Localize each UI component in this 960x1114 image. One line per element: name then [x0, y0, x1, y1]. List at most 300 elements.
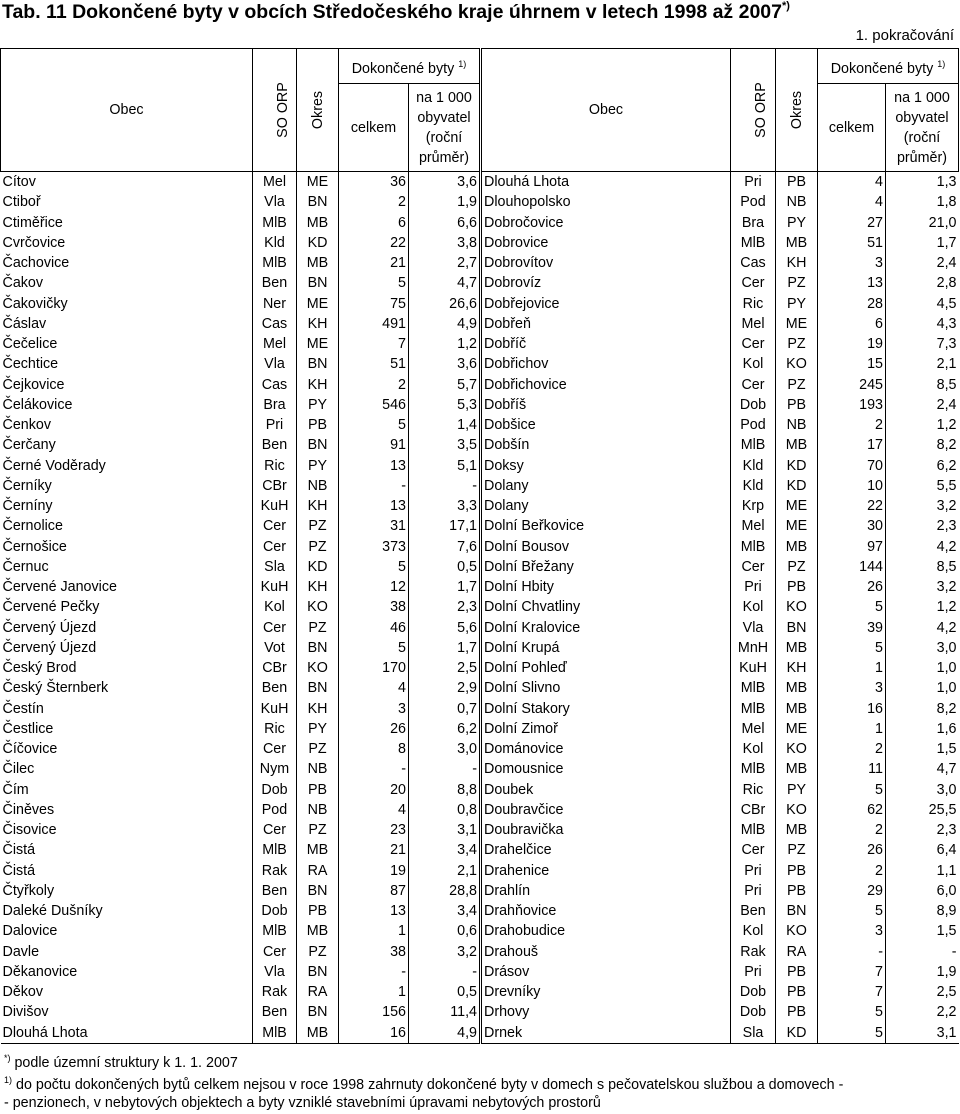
- cell-okres-left: MB: [297, 253, 339, 273]
- cell-okres-left: PY: [297, 719, 339, 739]
- cell-so-orp-left: Pri: [253, 415, 297, 435]
- cell-so-orp-right: Mel: [731, 516, 776, 536]
- cell-okres-right: MB: [776, 699, 818, 719]
- cell-per-1000-right: -: [886, 942, 959, 962]
- cell-celkem-left: 36: [339, 172, 409, 193]
- cell-celkem-left: 2: [339, 192, 409, 212]
- cell-obec-left: Čakov: [2, 275, 44, 292]
- cell-so-orp-left: CBr: [253, 658, 297, 678]
- cell-celkem-left: 4: [339, 800, 409, 820]
- cell-okres-right: ME: [776, 516, 818, 536]
- cell-obec-left: Český Brod: [2, 660, 77, 677]
- cell-obec-right: Dolní Chvatliny: [481, 597, 731, 617]
- cell-so-orp-right: Mel: [731, 314, 776, 334]
- cell-okres-right: PZ: [776, 840, 818, 860]
- cell-per-1000-right: 6,0: [886, 881, 959, 901]
- cell-per-1000-right: 3,2: [886, 496, 959, 516]
- cell-per-1000-left: 3,5: [409, 435, 481, 455]
- cell-per-1000-right: 8,5: [886, 557, 959, 577]
- cell-okres-right: PY: [776, 294, 818, 314]
- cell-per-1000-left: 2,3: [409, 597, 481, 617]
- cell-okres-left: PZ: [297, 516, 339, 536]
- cell-per-1000-left: 2,5: [409, 658, 481, 678]
- cell-so-orp-left: Dob: [253, 780, 297, 800]
- cell-obec-right: Doubravička: [481, 820, 731, 840]
- cell-celkem-right: 5: [818, 638, 886, 658]
- cell-okres-right: RA: [776, 942, 818, 962]
- table-row: [1, 516, 959, 536]
- cell-okres-right: PZ: [776, 557, 818, 577]
- cell-per-1000-left: 6,6: [409, 213, 481, 233]
- cell-celkem-right: 1: [818, 719, 886, 739]
- cell-obec-left: Černošice: [2, 538, 67, 555]
- cell-okres-right: PZ: [776, 375, 818, 395]
- cell-so-orp-left: Dob: [253, 901, 297, 921]
- table-row: [1, 334, 959, 354]
- cell-so-orp-right: Pri: [731, 577, 776, 597]
- cell-so-orp-left: MlB: [253, 921, 297, 941]
- cell-celkem-left: 22: [339, 233, 409, 253]
- cell-so-orp-left: KuH: [253, 699, 297, 719]
- cell-per-1000-left: 1,7: [409, 638, 481, 658]
- cell-so-orp-right: Kld: [731, 456, 776, 476]
- cell-okres-left: RA: [297, 982, 339, 1002]
- cell-per-1000-left: 2,7: [409, 253, 481, 273]
- table-row: [1, 172, 959, 193]
- table-row: [1, 982, 959, 1002]
- cell-so-orp-left: Cas: [253, 375, 297, 395]
- cell-celkem-left: 20: [339, 780, 409, 800]
- cell-celkem-right: 245: [818, 375, 886, 395]
- cell-so-orp-left: Rak: [253, 982, 297, 1002]
- cell-obec-right: Doubek: [481, 780, 731, 800]
- table-row: [1, 213, 959, 233]
- cell-celkem-right: 27: [818, 213, 886, 233]
- cell-so-orp-left: Ner: [253, 294, 297, 314]
- cell-per-1000-left: 0,8: [409, 800, 481, 820]
- table-row: [1, 1002, 959, 1022]
- cell-celkem-right: 19: [818, 334, 886, 354]
- cell-celkem-left: 8: [339, 739, 409, 759]
- table-row: [1, 476, 959, 496]
- cell-so-orp-right: MlB: [731, 678, 776, 698]
- cell-okres-left: NB: [297, 759, 339, 779]
- cell-so-orp-right: Vla: [731, 618, 776, 638]
- cell-per-1000-left: 8,8: [409, 780, 481, 800]
- cell-per-1000-right: 21,0: [886, 213, 959, 233]
- cell-per-1000-right: 1,5: [886, 739, 959, 759]
- cell-per-1000-right: 1,1: [886, 861, 959, 881]
- cell-obec-left: Daleké Dušníky: [2, 903, 103, 920]
- cell-so-orp-right: MlB: [731, 233, 776, 253]
- cell-per-1000-left: 3,4: [409, 840, 481, 860]
- cell-per-1000-left: 5,7: [409, 375, 481, 395]
- cell-okres-left: BN: [297, 678, 339, 698]
- cell-obec-right: Dolní Břežany: [481, 557, 731, 577]
- header-okres-right: Okres: [776, 49, 818, 172]
- header-per1000-left: na 1 000 obyvatel (roční průměr): [409, 84, 481, 172]
- cell-so-orp-right: Cer: [731, 334, 776, 354]
- cell-okres-right: KH: [776, 253, 818, 273]
- header-okres-left: Okres: [297, 49, 339, 172]
- cell-celkem-left: 46: [339, 618, 409, 638]
- cell-okres-left: KH: [297, 375, 339, 395]
- cell-celkem-right: 28: [818, 294, 886, 314]
- cell-so-orp-left: Cer: [253, 739, 297, 759]
- cell-so-orp-left: Kld: [253, 233, 297, 253]
- cell-okres-right: KO: [776, 739, 818, 759]
- cell-so-orp-right: Rak: [731, 942, 776, 962]
- cell-celkem-right: 2: [818, 820, 886, 840]
- cell-okres-right: PY: [776, 780, 818, 800]
- cell-so-orp-right: Pri: [731, 962, 776, 982]
- cell-per-1000-right: 2,1: [886, 354, 959, 374]
- cell-celkem-right: 30: [818, 516, 886, 536]
- table-row: [1, 678, 959, 698]
- cell-okres-right: ME: [776, 314, 818, 334]
- cell-celkem-left: 7: [339, 334, 409, 354]
- cell-obec-right: Drahlín: [481, 881, 731, 901]
- cell-okres-right: PB: [776, 962, 818, 982]
- cell-per-1000-right: 1,6: [886, 719, 959, 739]
- cell-per-1000-left: 0,5: [409, 557, 481, 577]
- cell-celkem-left: 156: [339, 1002, 409, 1022]
- cell-celkem-right: 11: [818, 759, 886, 779]
- cell-obec-left: Čisovice: [2, 822, 57, 839]
- cell-per-1000-left: 3,8: [409, 233, 481, 253]
- cell-so-orp-right: Cer: [731, 273, 776, 293]
- cell-obec-left: Čistá: [2, 862, 36, 879]
- cell-okres-left: KH: [297, 699, 339, 719]
- cell-so-orp-right: Sla: [731, 1023, 776, 1044]
- cell-so-orp-left: Ben: [253, 435, 297, 455]
- cell-celkem-left: 373: [339, 537, 409, 557]
- cell-obec-right: Dolany: [481, 496, 731, 516]
- cell-okres-left: PZ: [297, 820, 339, 840]
- cell-per-1000-left: 5,1: [409, 456, 481, 476]
- table-row: [1, 1023, 959, 1044]
- table-body: [1, 172, 959, 1044]
- cell-celkem-left: 75: [339, 294, 409, 314]
- cell-celkem-left: 13: [339, 901, 409, 921]
- cell-okres-left: ME: [297, 334, 339, 354]
- cell-celkem-right: 70: [818, 456, 886, 476]
- cell-per-1000-left: 28,8: [409, 881, 481, 901]
- table-row: [1, 800, 959, 820]
- cell-okres-right: KH: [776, 658, 818, 678]
- cell-celkem-right: 15: [818, 354, 886, 374]
- cell-per-1000-right: 4,2: [886, 618, 959, 638]
- cell-okres-left: MB: [297, 921, 339, 941]
- cell-so-orp-left: Cer: [253, 537, 297, 557]
- cell-celkem-left: 13: [339, 456, 409, 476]
- cell-per-1000-left: 1,4: [409, 415, 481, 435]
- title-footnote-mark: *): [781, 0, 790, 12]
- cell-obec-right: Drevníky: [481, 982, 731, 1002]
- cell-celkem-right: 7: [818, 982, 886, 1002]
- cell-celkem-right: 10: [818, 476, 886, 496]
- cell-obec-left: Číčovice: [2, 741, 58, 758]
- cell-okres-right: PZ: [776, 334, 818, 354]
- cell-okres-left: KO: [297, 597, 339, 617]
- cell-per-1000-right: 2,5: [886, 982, 959, 1002]
- cell-celkem-right: 62: [818, 800, 886, 820]
- cell-per-1000-right: 1,3: [886, 172, 959, 193]
- cell-okres-right: NB: [776, 192, 818, 212]
- header-per1000-right: na 1 000 obyvatel (roční průměr): [886, 84, 959, 172]
- cell-okres-right: PB: [776, 1002, 818, 1022]
- cell-obec-left: Čakovičky: [2, 295, 68, 312]
- cell-obec-left: Červený Újezd: [2, 639, 97, 656]
- cell-so-orp-left: Ric: [253, 456, 297, 476]
- cell-per-1000-left: 4,9: [409, 314, 481, 334]
- cell-okres-right: BN: [776, 901, 818, 921]
- cell-okres-left: PY: [297, 395, 339, 415]
- cell-so-orp-left: Bra: [253, 395, 297, 415]
- cell-so-orp-right: Kol: [731, 739, 776, 759]
- cell-per-1000-right: 25,5: [886, 800, 959, 820]
- cell-so-orp-right: MlB: [731, 435, 776, 455]
- table-row: [1, 233, 959, 253]
- header-so-orp-right: SO ORP: [731, 49, 776, 172]
- cell-okres-left: PB: [297, 901, 339, 921]
- cell-celkem-right: 17: [818, 435, 886, 455]
- cell-okres-right: PY: [776, 213, 818, 233]
- cell-okres-right: MB: [776, 638, 818, 658]
- table-row: [1, 253, 959, 273]
- cell-per-1000-right: 8,9: [886, 901, 959, 921]
- cell-so-orp-left: Cer: [253, 942, 297, 962]
- cell-obec-right: Dobšice: [481, 415, 731, 435]
- cell-obec-right: Dolní Pohleď: [481, 658, 731, 678]
- footnote-territorial: *) podle územní struktury k 1. 1. 2007: [4, 1053, 238, 1071]
- cell-celkem-left: 91: [339, 435, 409, 455]
- page-title: [2, 1, 790, 24]
- cell-celkem-left: 170: [339, 658, 409, 678]
- cell-so-orp-left: Rak: [253, 861, 297, 881]
- cell-celkem-left: 13: [339, 496, 409, 516]
- header-dokoncene-right: Dokončené byty $^{1)}$: [818, 49, 959, 84]
- cell-per-1000-right: 1,0: [886, 678, 959, 698]
- table-row: [1, 496, 959, 516]
- cell-so-orp-right: Ben: [731, 901, 776, 921]
- cell-obec-right: Drásov: [481, 962, 731, 982]
- cell-celkem-left: 3: [339, 699, 409, 719]
- cell-per-1000-left: 26,6: [409, 294, 481, 314]
- cell-per-1000-left: 3,4: [409, 901, 481, 921]
- cell-obec-left: Černíky: [2, 477, 52, 494]
- table-row: [1, 618, 959, 638]
- cell-obec-right: Domousnice: [481, 759, 731, 779]
- cell-celkem-right: 7: [818, 962, 886, 982]
- cell-okres-right: PB: [776, 395, 818, 415]
- cell-obec-left: Čechtice: [2, 356, 59, 373]
- cell-celkem-left: 87: [339, 881, 409, 901]
- cell-per-1000-left: 0,5: [409, 982, 481, 1002]
- cell-so-orp-right: Pri: [731, 861, 776, 881]
- table-row: [1, 192, 959, 212]
- cell-celkem-right: 22: [818, 496, 886, 516]
- cell-okres-right: ME: [776, 496, 818, 516]
- cell-okres-left: MB: [297, 213, 339, 233]
- cell-okres-left: BN: [297, 435, 339, 455]
- table-row: [1, 921, 959, 941]
- cell-celkem-right: 3: [818, 678, 886, 698]
- cell-per-1000-right: 8,2: [886, 699, 959, 719]
- cell-per-1000-left: 4,9: [409, 1023, 481, 1044]
- cell-so-orp-right: MlB: [731, 820, 776, 840]
- cell-obec-left: Čilec: [2, 761, 35, 778]
- cell-okres-left: MB: [297, 1023, 339, 1044]
- cell-obec-right: Dolní Kralovice: [481, 618, 731, 638]
- header-celkem-right: celkem: [818, 84, 886, 172]
- cell-celkem-left: -: [339, 476, 409, 496]
- cell-so-orp-right: Kol: [731, 597, 776, 617]
- cell-so-orp-left: Ben: [253, 678, 297, 698]
- cell-celkem-right: 29: [818, 881, 886, 901]
- cell-obec-right: Dobříč: [481, 334, 731, 354]
- cell-so-orp-right: Dob: [731, 1002, 776, 1022]
- cell-obec-right: Dolní Stakory: [481, 699, 731, 719]
- cell-obec-left: Čachovice: [2, 255, 70, 272]
- cell-so-orp-left: Mel: [253, 334, 297, 354]
- cell-okres-left: KH: [297, 496, 339, 516]
- cell-obec-left: Davle: [2, 943, 40, 960]
- cell-per-1000-right: 2,2: [886, 1002, 959, 1022]
- cell-celkem-right: 5: [818, 901, 886, 921]
- cell-per-1000-left: 1,7: [409, 577, 481, 597]
- cell-obec-right: Dobříš: [481, 395, 731, 415]
- cell-okres-left: PZ: [297, 618, 339, 638]
- cell-celkem-left: 23: [339, 820, 409, 840]
- cell-obec-right: Dobrovítov: [481, 253, 731, 273]
- cell-okres-left: ME: [297, 172, 339, 193]
- cell-obec-left: Divišov: [2, 1004, 49, 1021]
- cell-so-orp-right: MlB: [731, 699, 776, 719]
- cell-per-1000-left: -: [409, 476, 481, 496]
- cell-obec-right: Drhovy: [481, 1002, 731, 1022]
- cell-obec-right: Dlouhá Lhota: [481, 172, 731, 193]
- cell-obec-right: Drnek: [481, 1023, 731, 1044]
- cell-per-1000-right: 6,4: [886, 840, 959, 860]
- cell-so-orp-right: Kol: [731, 921, 776, 941]
- cell-so-orp-right: Pod: [731, 415, 776, 435]
- cell-okres-left: KD: [297, 557, 339, 577]
- cell-obec-left: Čtyřkoly: [2, 882, 55, 899]
- cell-okres-right: MB: [776, 233, 818, 253]
- table-row: [1, 638, 959, 658]
- cell-so-orp-left: KuH: [253, 496, 297, 516]
- cell-okres-right: KO: [776, 597, 818, 617]
- cell-per-1000-left: 3,6: [409, 172, 481, 193]
- cell-celkem-right: 16: [818, 699, 886, 719]
- cell-so-orp-right: Pod: [731, 192, 776, 212]
- cell-so-orp-left: MlB: [253, 213, 297, 233]
- cell-obec-left: Český Šternberk: [2, 680, 109, 697]
- cell-per-1000-left: 5,6: [409, 618, 481, 638]
- cell-obec-left: Děkanovice: [2, 963, 78, 980]
- cell-so-orp-left: Ben: [253, 273, 297, 293]
- cell-celkem-right: 144: [818, 557, 886, 577]
- cell-so-orp-right: Kld: [731, 476, 776, 496]
- cell-okres-right: PB: [776, 577, 818, 597]
- cell-obec-right: Dománovice: [481, 739, 731, 759]
- cell-okres-left: BN: [297, 354, 339, 374]
- cell-so-orp-right: Dob: [731, 982, 776, 1002]
- cell-so-orp-left: Cer: [253, 516, 297, 536]
- cell-per-1000-left: 1,9: [409, 192, 481, 212]
- cell-per-1000-right: 1,2: [886, 597, 959, 617]
- cell-okres-right: NB: [776, 415, 818, 435]
- cell-okres-left: BN: [297, 192, 339, 212]
- table-row: [1, 435, 959, 455]
- cell-obec-right: Dobročovice: [481, 213, 731, 233]
- cell-obec-left: Cítov: [2, 174, 36, 191]
- cell-celkem-right: 193: [818, 395, 886, 415]
- cell-so-orp-left: Nym: [253, 759, 297, 779]
- cell-obec-right: Dolní Hbity: [481, 577, 731, 597]
- cell-obec-left: Čečelice: [2, 336, 58, 353]
- cell-okres-left: BN: [297, 638, 339, 658]
- cell-obec-right: Dobřejovice: [481, 294, 731, 314]
- cell-okres-left: KH: [297, 314, 339, 334]
- cell-per-1000-right: 1,5: [886, 921, 959, 941]
- cell-okres-right: PZ: [776, 273, 818, 293]
- cell-so-orp-right: MlB: [731, 537, 776, 557]
- cell-obec-left: Černolice: [2, 518, 63, 535]
- cell-so-orp-left: Sla: [253, 557, 297, 577]
- table-row: [1, 557, 959, 577]
- cell-so-orp-right: Cer: [731, 557, 776, 577]
- cell-obec-right: Dolní Beřkovice: [481, 516, 731, 536]
- cell-per-1000-left: 17,1: [409, 516, 481, 536]
- cell-so-orp-right: MlB: [731, 759, 776, 779]
- table-row: [1, 840, 959, 860]
- cell-celkem-right: 2: [818, 415, 886, 435]
- cell-obec-right: Dobrovíz: [481, 273, 731, 293]
- cell-so-orp-right: Cer: [731, 375, 776, 395]
- cell-per-1000-right: 4,3: [886, 314, 959, 334]
- cell-celkem-right: 39: [818, 618, 886, 638]
- cell-okres-right: MB: [776, 678, 818, 698]
- cell-obec-left: Čelákovice: [2, 396, 73, 413]
- cell-obec-left: Červené Janovice: [2, 579, 117, 596]
- cell-obec-left: Čestín: [2, 700, 44, 717]
- cell-obec-left: Čáslav: [2, 315, 47, 332]
- cell-per-1000-left: 3,6: [409, 354, 481, 374]
- cell-obec-right: Dobrovice: [481, 233, 731, 253]
- cell-okres-left: PZ: [297, 942, 339, 962]
- cell-obec-right: Dobřichov: [481, 354, 731, 374]
- cell-celkem-left: 5: [339, 415, 409, 435]
- table-row: [1, 314, 959, 334]
- cell-per-1000-left: -: [409, 759, 481, 779]
- cell-obec-right: Doksy: [481, 456, 731, 476]
- cell-so-orp-left: Vla: [253, 354, 297, 374]
- cell-so-orp-left: Ric: [253, 719, 297, 739]
- cell-obec-left: Čejkovice: [2, 376, 65, 393]
- table-row: [1, 375, 959, 395]
- cell-celkem-right: 51: [818, 233, 886, 253]
- cell-so-orp-left: Cer: [253, 820, 297, 840]
- cell-celkem-right: 4: [818, 192, 886, 212]
- cell-so-orp-right: CBr: [731, 800, 776, 820]
- cell-so-orp-left: MlB: [253, 840, 297, 860]
- cell-celkem-right: -: [818, 942, 886, 962]
- cell-celkem-left: 51: [339, 354, 409, 374]
- cell-okres-right: KO: [776, 354, 818, 374]
- table-row: [1, 577, 959, 597]
